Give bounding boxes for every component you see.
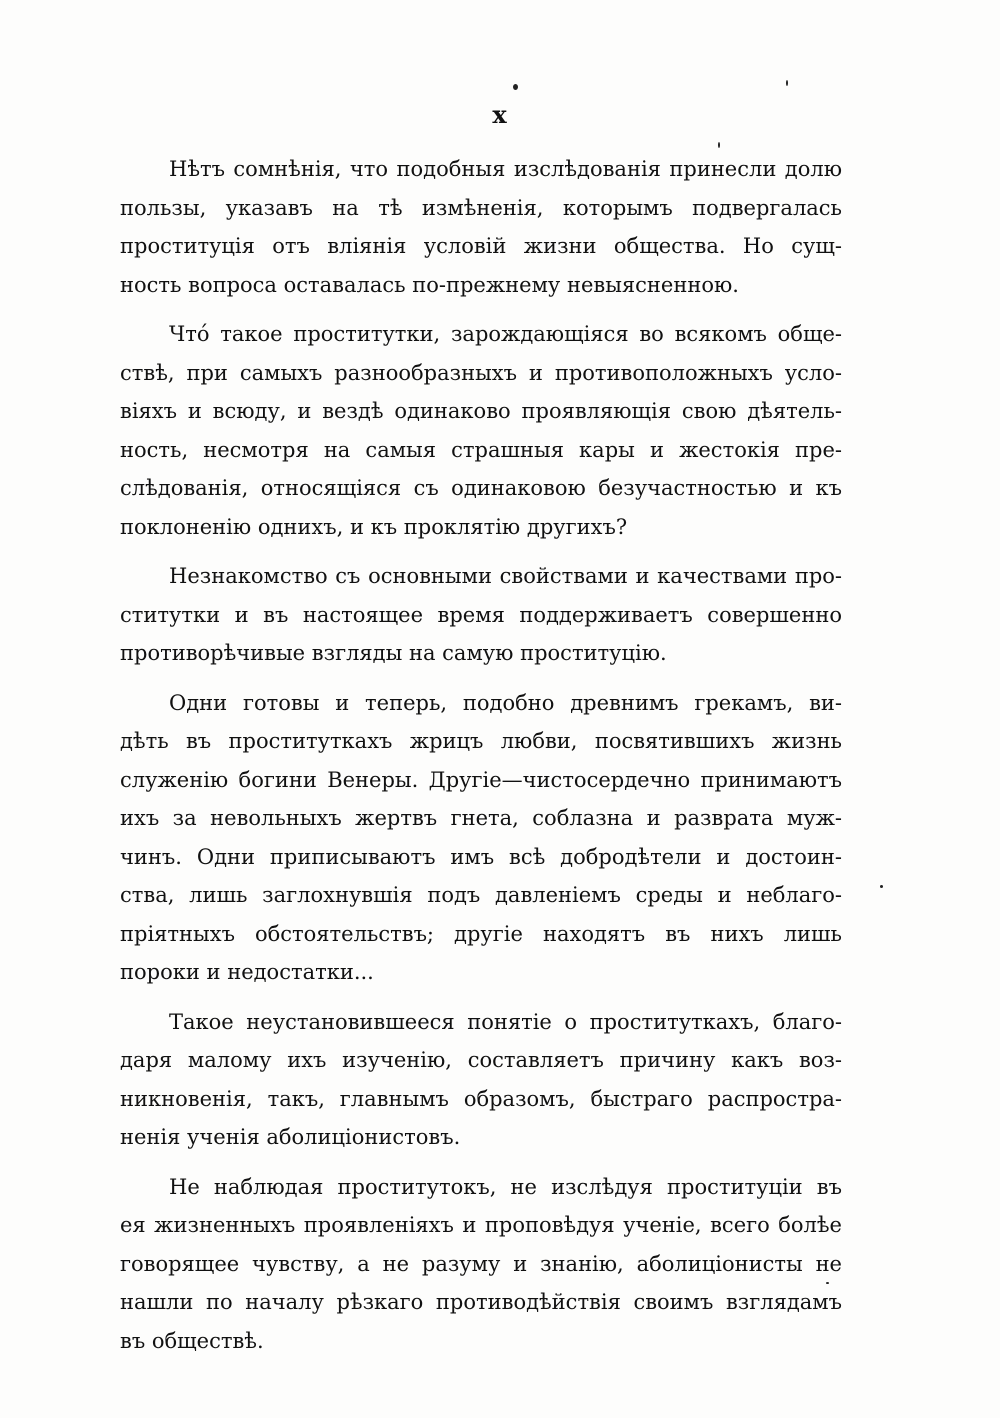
paragraph [120, 557, 842, 673]
text-line: ность вопроса оставалась по-прежнему невыясненною. [120, 272, 739, 297]
text-line: слѣдованія, относящіяся съ одинаковою безучастностью и къ [120, 476, 842, 500]
paragraph [120, 684, 842, 992]
text-line: віяхъ и всюду, и вездѣ одинаково проявляющія свою дѣятель- [120, 399, 842, 423]
ink-speck [513, 84, 518, 90]
text-line: Незнакомство съ основными свойствами и качествами про- [169, 564, 842, 588]
paragraph [120, 1003, 842, 1157]
paragraph [120, 1168, 842, 1361]
text-line: поклоненію однихъ, и къ проклятію другихъ? [120, 514, 628, 539]
text-line: даря малому ихъ изученію, составляетъ причину какъ воз- [120, 1048, 842, 1072]
text-line: Не наблюдая проститутокъ, не изслѣдуя проституціи въ [169, 1174, 842, 1199]
text-line: ствѣ, при самыхъ разнообразныхъ и противоположныхъ усло- [120, 360, 842, 385]
text-line: служенію богини Венеры. Другіе—чистосердечно принимаютъ [120, 767, 842, 792]
text-line: Одни готовы и теперь, подобно древнимъ грекамъ, ви- [169, 690, 842, 715]
text-line: ихъ за невольныхъ жертвъ гнета, соблазна и разврата муж- [120, 806, 842, 830]
text-line: въ обществѣ. [120, 1328, 264, 1353]
text-line: пользы, указавъ на тѣ измѣненія, которымъ подвергалась [120, 195, 842, 220]
text-line: дѣть въ проституткахъ жрицъ любви, посвятившихъ жизнь [120, 729, 842, 753]
text-line: противорѣчивые взгляды на самую проституцію. [120, 641, 667, 665]
text-line: Что́ такое проститутки, зарождающіяся во всякомъ обще- [169, 322, 842, 346]
text-line: пріятныхъ обстоятельствъ; другіе находятъ въ нихъ лишь [120, 921, 842, 946]
paragraph [120, 150, 842, 304]
text-line: Такое неустановившееся понятіе о проституткахъ, благо- [169, 1009, 842, 1034]
text-line: чинъ. Одни приписываютъ имъ всѣ добродѣтели и достоин- [120, 844, 842, 869]
ink-speck [718, 142, 720, 148]
paragraph [120, 315, 842, 546]
text-line: никновенія, такъ, главнымъ образомъ, быстраго распростра- [120, 1086, 842, 1111]
text-line: говорящее чувству, а не разуму и знанію, аболиціонисты не [120, 1251, 842, 1276]
text-line: Нѣтъ сомнѣнія, что подобныя изслѣдованія принесли долю [169, 157, 842, 181]
text-line: нашли по началу рѣзкаго противодѣйствія своимъ взглядамъ [120, 1290, 842, 1314]
text-line: ея жизненныхъ проявленіяхъ и проповѣдуя ученіе, всего болѣе [120, 1213, 842, 1237]
ink-speck [880, 885, 883, 888]
body-text [120, 150, 842, 1371]
page-number: x [492, 100, 508, 129]
text-line: проституція отъ вліянія условій жизни общества. Но сущ- [120, 234, 842, 258]
text-line: ненія ученія аболиціонистовъ. [120, 1125, 461, 1149]
text-line: ства, лишь заглохнувшія подъ давленіемъ среды и неблаго- [120, 883, 842, 907]
text-line: пороки и недостатки... [120, 960, 374, 984]
text-line: ность, несмотря на самыя страшныя кары и жестокія пре- [120, 437, 842, 462]
ink-speck [786, 80, 788, 86]
text-line: ститутки и въ настоящее время поддерживаетъ совершенно [120, 602, 842, 627]
